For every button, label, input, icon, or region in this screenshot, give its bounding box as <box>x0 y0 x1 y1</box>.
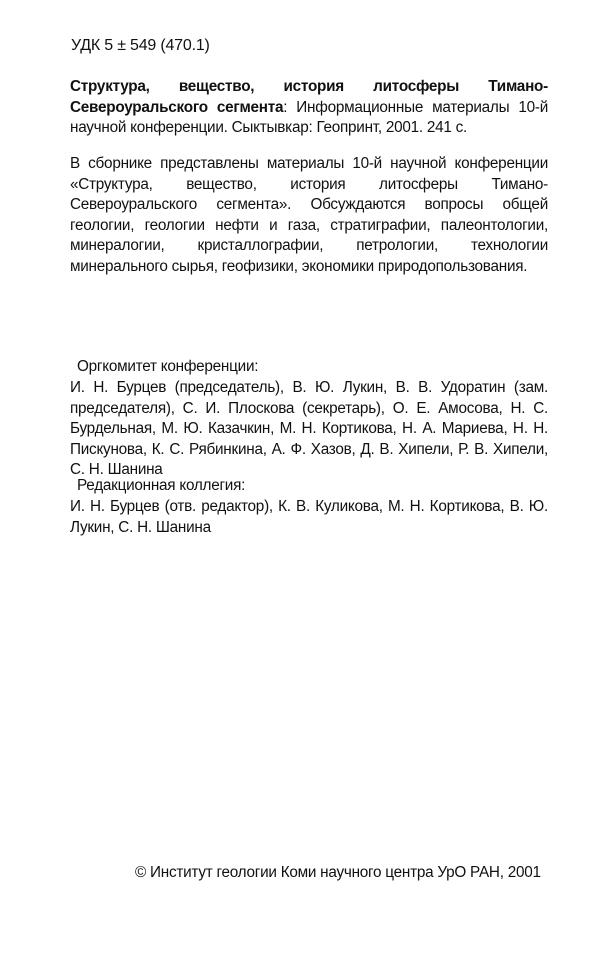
udc-code: УДК 5 ± 549 (470.1) <box>71 37 210 54</box>
organizing-committee-label: Оргкомитет конференции: <box>77 358 259 375</box>
editorial-board-members: И. Н. Бурцев (отв. редактор), К. В. Куликова, М. Н. Кортикова, В. Ю. Лукин, С. Н. Шанина <box>70 498 548 536</box>
editorial-board-label: Редакционная коллегия: <box>77 477 246 494</box>
bibliographic-record <box>70 77 548 139</box>
organizing-committee-members: И. Н. Бурцев (председатель), В. Ю. Лукин, В. В. Удоратин (зам. председателя), С. И. Плоскова (секретарь), О. Е. Амосова, Н. С. Бурдельная, М. Ю. Казачкин, М. Н. Кортикова, Н. А. Мариева, Н. Н. Пискунова, К. С. Рябинкина, А. Ф. Хазов, Д. В. Хипели, Р. В. Хипели, С. Н. Шанина <box>70 379 548 478</box>
book-title: Структура, вещество, история литосферы Тимано-Североуральского сегмента <box>70 78 548 116</box>
abstract-paragraph: В сборнике представлены материалы 10-й научной конференции «Структура, вещество, история литосферы Тимано-Североуральского сегмента». Обсуждаются вопросы общей геологии, геологии нефти и газа, стратиграфии, палеонтологии, минералогии, кристаллографии, петрологии, технологии минерального сырья, геофизики, экономики природопользования. <box>70 155 548 275</box>
bibliographic-details: : Информационные материалы 10-й научной конференции. Сыктывкар: Геопринт, 2001. 241 с. <box>70 98 548 136</box>
copyright-notice: © Институт геологии Коми научного центра УрО РАН, 2001 <box>135 864 541 881</box>
